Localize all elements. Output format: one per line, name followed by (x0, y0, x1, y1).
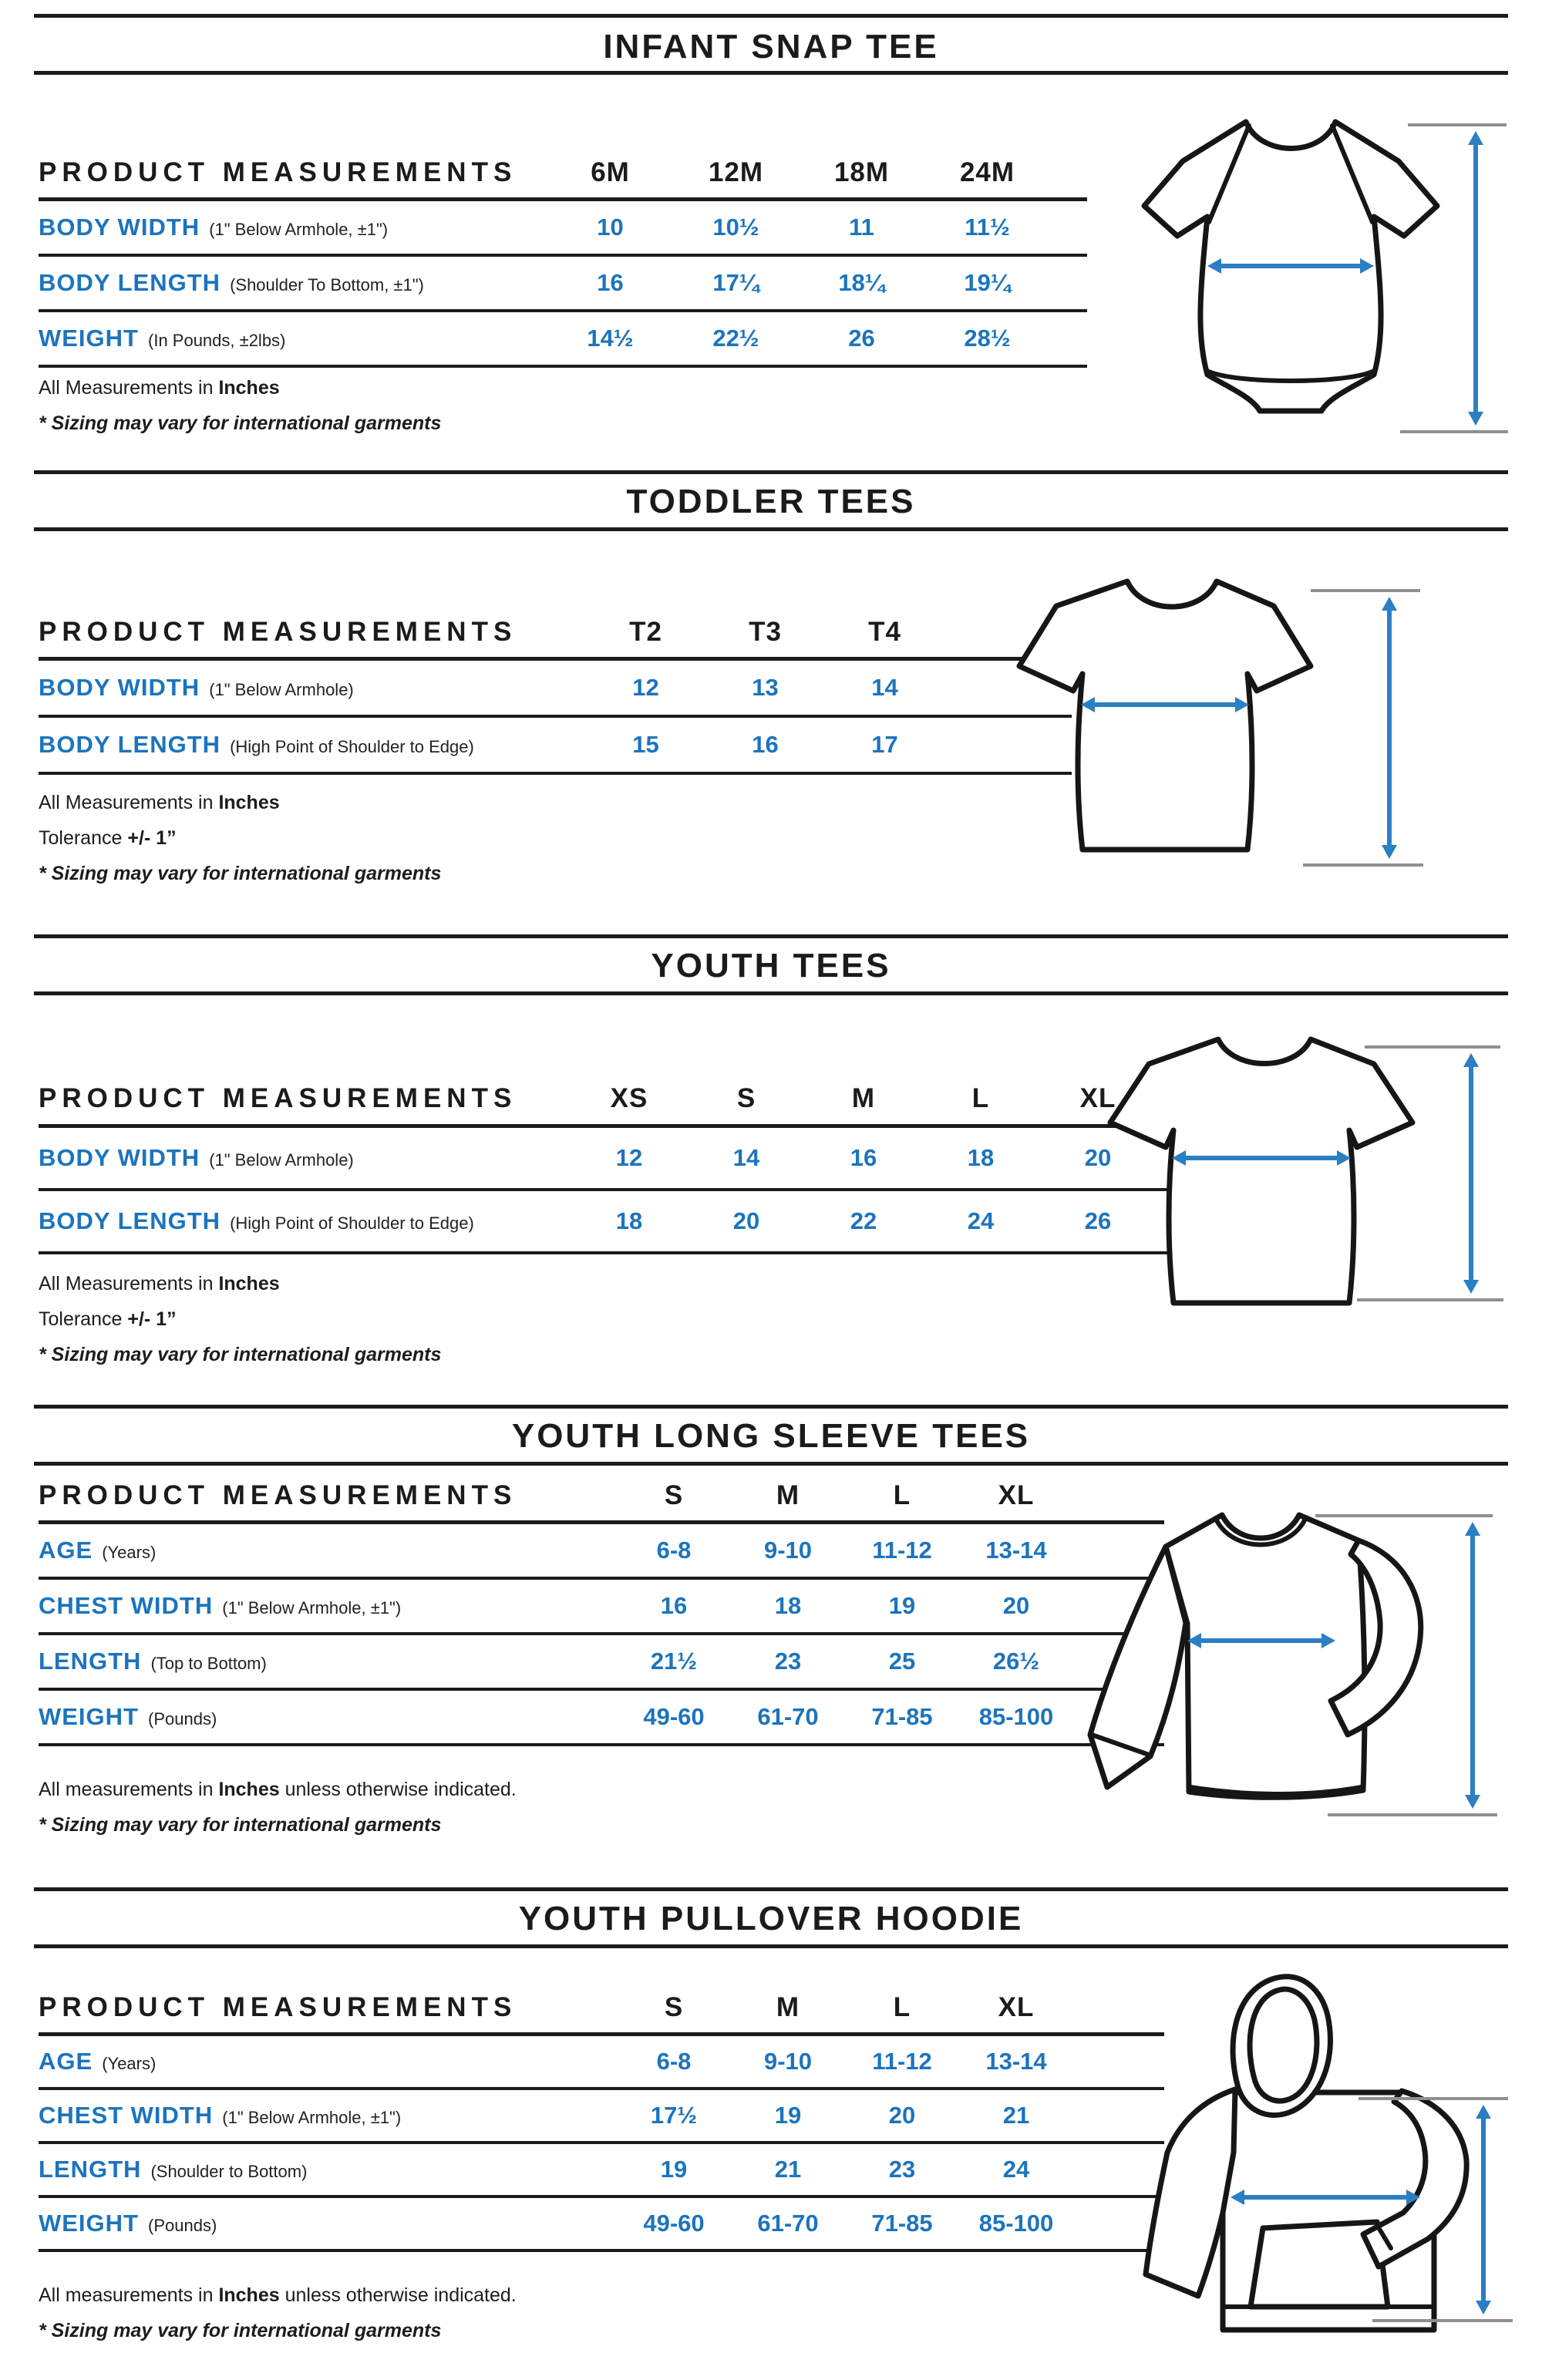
table-header-row (39, 608, 1072, 661)
size-col-t2: T2 (629, 617, 662, 647)
cell-value: 16 (597, 269, 624, 296)
cell-value: 16 (850, 1144, 877, 1171)
cell-value: 19 (774, 2102, 802, 2129)
cell-value: 13 (752, 674, 779, 701)
cell-value: 26 (1084, 1207, 1112, 1234)
table-header-label: PRODUCT MEASUREMENTS (39, 1480, 517, 1510)
table-header-label: PRODUCT MEASUREMENTS (39, 1083, 517, 1113)
cell-value: 18 (774, 1592, 802, 1619)
row-label: WEIGHT (Pounds) (39, 1703, 217, 1730)
cell-value: 61-70 (757, 1703, 819, 1730)
section-divider (34, 1944, 1508, 1948)
size-col-t3: T3 (749, 617, 782, 647)
tee-outline (1019, 581, 1311, 850)
table-header-label: PRODUCT MEASUREMENTS (39, 617, 517, 647)
table-row-age (39, 1524, 1164, 1580)
cell-value: 19 (660, 2156, 688, 2183)
table-header-row (39, 148, 1087, 201)
footnote-units: All Measurements in Inches (39, 1273, 280, 1294)
row-label: CHEST WIDTH (1" Below Armhole, ±1") (39, 2102, 402, 2129)
row-label: WEIGHT (Pounds) (39, 2210, 217, 2237)
cell-value: 49-60 (643, 1703, 705, 1730)
size-col-12m: 12M (708, 157, 764, 187)
size-col-6m: 6M (591, 157, 630, 187)
toddler-measurements-table (39, 608, 1072, 775)
cell-value: 28½ (964, 325, 1011, 352)
footnote-units: All Measurements in Inches (39, 792, 280, 813)
cell-value: 21 (774, 2156, 802, 2183)
cell-value: 14½ (587, 325, 634, 352)
row-label: WEIGHT (In Pounds, ±2lbs) (39, 325, 286, 352)
cell-value: 20 (732, 1207, 760, 1234)
footnote-sizing: * Sizing may vary for international garments (39, 412, 442, 434)
cell-value: 61-70 (757, 2210, 819, 2237)
cell-value: 11-12 (872, 2048, 932, 2075)
size-col-m: M (776, 1480, 800, 1510)
hoodie-footnotes (39, 2284, 517, 2355)
size-col-xl: XL (998, 1480, 1035, 1510)
cell-value: 11 (849, 214, 874, 241)
cell-value: 26½ (992, 1648, 1040, 1675)
size-col-18m: 18M (833, 157, 890, 187)
table-row-body-length (39, 1191, 1195, 1254)
hood-opening (1250, 1989, 1317, 2101)
cell-value: 11-12 (872, 1537, 932, 1564)
table-header-label: PRODUCT MEASUREMENTS (39, 1992, 517, 2022)
footnote-tolerance: Tolerance +/- 1” (39, 827, 177, 849)
cell-value: 19¼ (964, 269, 1011, 296)
size-col-s: S (664, 1992, 684, 2022)
tee-outline (1110, 1039, 1412, 1303)
section-divider (34, 14, 1508, 18)
hoodie-illustration (1118, 1968, 1519, 2361)
size-col-xl: XL (998, 1992, 1035, 2022)
row-label: LENGTH (Top to Bottom) (39, 1648, 267, 1675)
cell-value: 14 (871, 674, 898, 701)
footnote-units: All measurements in Inches unless otherwise indicated. (39, 2284, 517, 2306)
cell-value: 20 (1002, 1592, 1030, 1619)
cell-value: 71-85 (871, 1703, 933, 1730)
cell-value: 17¼ (712, 269, 759, 296)
cell-value: 6-8 (656, 1537, 692, 1564)
cell-value: 19 (888, 1592, 916, 1619)
cell-value: 22 (850, 1207, 877, 1234)
cell-value: 25 (888, 1648, 916, 1675)
size-col-m: M (851, 1083, 876, 1113)
size-col-s: S (664, 1480, 684, 1510)
size-col-xl: XL (1079, 1083, 1116, 1113)
section-divider (34, 991, 1508, 995)
size-col-24m: 24M (959, 157, 1015, 187)
footnote-sizing: * Sizing may vary for international garments (39, 2320, 442, 2341)
table-row-chest-width (39, 1580, 1164, 1635)
table-row-weight (39, 2198, 1164, 2252)
infant-measurements-table (39, 148, 1087, 368)
row-label: BODY WIDTH (1" Below Armhole, ±1") (39, 214, 389, 241)
cell-value: 9-10 (763, 1537, 813, 1564)
cell-value: 12 (615, 1144, 643, 1171)
size-col-t4: T4 (868, 617, 901, 647)
cell-value: 6-8 (656, 2048, 692, 2075)
table-row-length (39, 2144, 1164, 2198)
table-row-body-width (39, 1128, 1195, 1191)
row-label: BODY WIDTH (1" Below Armhole) (39, 674, 354, 701)
row-label: AGE (Years) (39, 2048, 157, 2075)
toddler-tee-illustration (1002, 558, 1434, 882)
table-row-length (39, 1635, 1164, 1691)
section-divider (34, 934, 1508, 938)
youth-tee-illustration (1103, 1018, 1511, 1326)
cell-value: 13-14 (985, 2048, 1047, 2075)
cell-value: 20 (1084, 1144, 1112, 1171)
cell-value: 18¼ (838, 269, 885, 296)
cell-value: 23 (774, 1648, 802, 1675)
cell-value: 18 (615, 1207, 643, 1234)
table-row-body-length (39, 257, 1087, 312)
row-label: BODY LENGTH (High Point of Shoulder to Edge) (39, 731, 474, 758)
table-row-age (39, 2036, 1164, 2090)
cell-value: 16 (660, 1592, 688, 1619)
table-header-label: PRODUCT MEASUREMENTS (39, 157, 517, 187)
section-title-infant: INFANT SNAP TEE (603, 28, 939, 66)
size-col-m: M (776, 1992, 800, 2022)
table-row-weight (39, 312, 1087, 368)
footnote-sizing: * Sizing may vary for international garments (39, 1814, 442, 1836)
row-label: BODY LENGTH (High Point of Shoulder to Edge) (39, 1207, 474, 1234)
cell-value: 11½ (965, 214, 1010, 241)
hoodie-measurements-table (39, 1983, 1164, 2252)
size-col-l: L (893, 1992, 911, 2022)
youth-measurements-table (39, 1073, 1195, 1254)
row-label: BODY WIDTH (1" Below Armhole) (39, 1144, 354, 1171)
cell-value: 24 (967, 1207, 995, 1234)
youth-footnotes (39, 1272, 441, 1379)
cell-value: 22½ (712, 325, 759, 352)
section-divider (34, 71, 1508, 75)
table-row-weight (39, 1691, 1164, 1746)
cell-value: 26 (848, 325, 875, 352)
table-row-chest-width (39, 2090, 1164, 2144)
cell-value: 15 (632, 731, 659, 758)
cell-value: 18 (967, 1144, 995, 1171)
long-sleeve-tee-illustration (1056, 1480, 1519, 1827)
section-title-toddler: TODDLER TEES (626, 483, 916, 520)
cell-value: 71-85 (871, 2210, 933, 2237)
section-title-hoodie: YOUTH PULLOVER HOODIE (518, 1900, 1024, 1937)
section-divider (34, 1462, 1508, 1466)
cell-value: 10½ (712, 214, 759, 241)
cell-value: 23 (888, 2156, 916, 2183)
table-row-body-width (39, 201, 1087, 257)
section-divider (34, 1405, 1508, 1409)
size-col-l: L (971, 1083, 990, 1113)
cell-value: 21½ (650, 1648, 698, 1675)
cell-value: 21 (1002, 2102, 1030, 2129)
section-divider (34, 1887, 1508, 1891)
shirt-body-outline (1166, 1515, 1365, 1797)
cell-value: 14 (732, 1144, 760, 1171)
footnote-tolerance: Tolerance +/- 1” (39, 1308, 177, 1330)
section-title-long-sleeve: YOUTH LONG SLEEVE TEES (511, 1417, 1031, 1455)
footnote-units: All measurements in Inches unless otherwise indicated. (39, 1779, 517, 1800)
footnote-sizing: * Sizing may vary for international garments (39, 1344, 442, 1365)
row-label: LENGTH (Shoulder to Bottom) (39, 2156, 308, 2183)
table-header-row (39, 1983, 1164, 2036)
cell-value: 9-10 (763, 2048, 813, 2075)
size-col-xs: XS (610, 1083, 648, 1113)
footnote-units: All Measurements in Inches (39, 377, 280, 399)
cell-value: 20 (888, 2102, 916, 2129)
long-sleeve-measurements-table (39, 1471, 1164, 1746)
size-col-l: L (893, 1480, 911, 1510)
cell-value: 85-100 (978, 1703, 1054, 1730)
cell-value: 24 (1002, 2156, 1030, 2183)
infant-bodysuit-illustration (1110, 100, 1511, 455)
row-label: CHEST WIDTH (1" Below Armhole, ±1") (39, 1592, 402, 1619)
cell-value: 17 (871, 731, 898, 758)
row-label: BODY LENGTH (Shoulder To Bottom, ±1") (39, 269, 424, 296)
long-sleeve-footnotes (39, 1778, 517, 1849)
footnote-sizing: * Sizing may vary for international garments (39, 863, 442, 884)
table-row-body-length (39, 718, 1072, 775)
cell-value: 85-100 (978, 2210, 1054, 2237)
cell-value: 16 (752, 731, 779, 758)
row-label: AGE (Years) (39, 1537, 157, 1564)
section-divider (34, 470, 1508, 474)
toddler-footnotes (39, 791, 441, 897)
infant-footnotes (39, 376, 441, 447)
table-header-row (39, 1471, 1164, 1524)
section-divider (34, 527, 1508, 531)
cell-value: 17½ (650, 2102, 698, 2129)
cell-value: 10 (597, 214, 624, 241)
cell-value: 12 (632, 674, 659, 701)
cell-value: 49-60 (643, 2210, 705, 2237)
table-header-row (39, 1073, 1195, 1128)
cell-value: 13-14 (985, 1537, 1047, 1564)
section-title-youth: YOUTH TEES (651, 947, 891, 985)
size-col-s: S (736, 1083, 756, 1113)
table-row-body-width (39, 661, 1072, 718)
